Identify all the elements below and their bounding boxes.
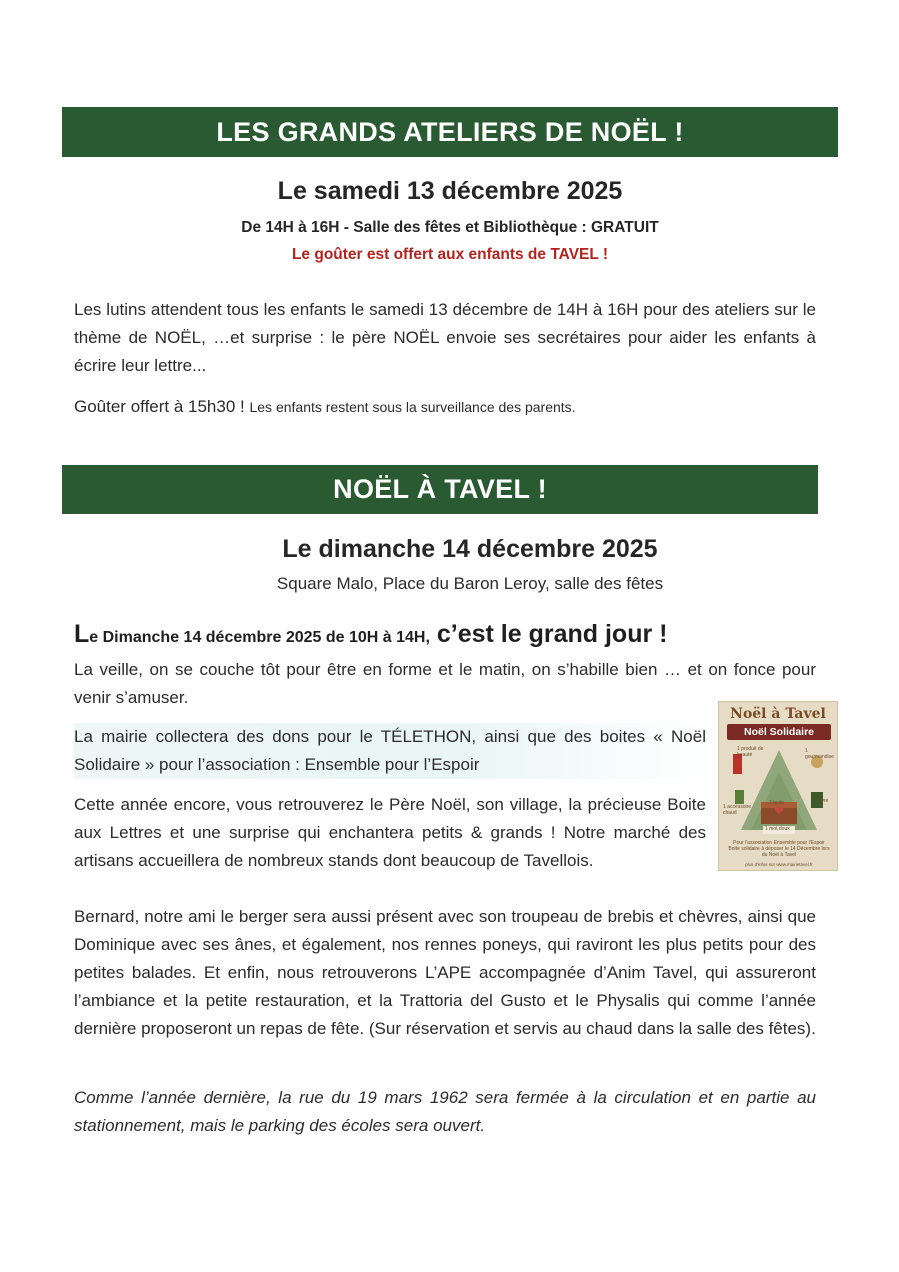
section1-banner-title: LES GRANDS ATELIERS DE NOËL !: [216, 116, 684, 147]
section1-date: Le samedi 13 décembre 2025: [277, 177, 623, 205]
poster-title: Noël à Tavel: [730, 706, 826, 722]
poster-footer-1: Pour l'association Ensemble pour l'Espoir: [733, 840, 825, 846]
poster-item-1: 1 produit de beauté: [737, 746, 764, 758]
poster-item-3: 1 accessoire chaud: [723, 804, 752, 816]
headline-middle: e Dimanche 14 décembre 2025 de 10H à 14H,: [89, 629, 430, 646]
section2-paragraph-traffic: Comme l’année dernière, la rue du 19 mars 1962 sera fermée à la circulation et en partie au stationnement, mais le parking des écoles sera ouvert.: [74, 1088, 816, 1135]
section2-paragraph-3: Cette année encore, vous retrouverez le Père Noël, son village, la précieuse Boite aux Lettres et une surprise qui enchantera petits & grands ! Notre marché des artisans accueillera de nombreux stands dont beaucoup de Tavellois.: [74, 795, 706, 870]
section2-paragraph-1: La veille, on se couche tôt pour être en forme et le matin, on s’habille bien … et on fonce pour venir s’amuser.: [74, 660, 816, 707]
snack-time: Goûter offert à 15h30 !: [74, 397, 245, 416]
section2-date: Le dimanche 14 décembre 2025: [282, 535, 658, 563]
section2-paragraph-4: Bernard, notre ami le berger sera aussi présent avec son troupeau de brebis et chèvres, ainsi que Dominique avec ses ânes, et également, nos rennes poneys, qui raviront les plus petits pour des petites balades. Et enfin, nous retrouverons L’APE accompagnée d’Anim Tavel, qui assureront l’ambiance et la petite restauration, et la Trattoria del Gusto et le Physalis qui comme l’année dernière proposeront un repas de fête. (Sur réservation et servis au chaud dans la salle des fêtes).: [74, 907, 816, 1038]
supervision-note: Les enfants restent sous la surveillance des parents.: [249, 399, 576, 415]
poster-item-5: 1 livre: [815, 798, 829, 804]
noel-solidaire-poster: [718, 701, 838, 871]
section2-place: Square Malo, Place du Baron Leroy, salle des fêtes: [276, 574, 664, 593]
section2-banner-title: NOËL À TAVEL !: [333, 474, 547, 504]
section1-hours: De 14H à 16H - Salle des fêtes et Bibliothèque : GRATUIT: [241, 219, 659, 236]
section2-paragraph-telethon: La mairie collectera des dons pour le TÉLETHON, ainsi que des boites « Noël Solidaire » pour l’association : Ensemble pour l’Espoir: [74, 723, 706, 779]
poster-item-4: 1 boite: [769, 800, 785, 806]
poster-footer-3: plus d'infos sur www.mairietavel.fr: [745, 862, 813, 867]
headline-end: c’est le grand jour !: [429, 620, 668, 648]
section1-paragraph-1: Les lutins attendent tous les enfants le samedi 13 décembre de 14H à 16H pour des ateliers sur le thème de NOËL, …et surprise : le père NOËL envoie ses secrétaires pour aider les enfants à écrire leur lettre...: [74, 300, 816, 375]
section2-banner: [62, 465, 818, 514]
poster-footer-2: Boite solidaire à déposer le 14 Décembre lors du Noël à Tavel: [728, 846, 830, 858]
section2-headline: [74, 620, 834, 649]
poster-subtitle: Noël Solidaire: [727, 724, 831, 740]
section1-paragraph-2: [74, 393, 816, 421]
poster-item-2: 1 gourmandise: [805, 748, 834, 760]
poster-footer: [725, 840, 833, 858]
poster-item-6: 1 mot doux: [765, 826, 790, 832]
section1-banner: [62, 107, 838, 157]
section1-snack-notice: Le goûter est offert aux enfants de TAVEL !: [291, 246, 609, 263]
headline-initial: L: [74, 620, 90, 648]
